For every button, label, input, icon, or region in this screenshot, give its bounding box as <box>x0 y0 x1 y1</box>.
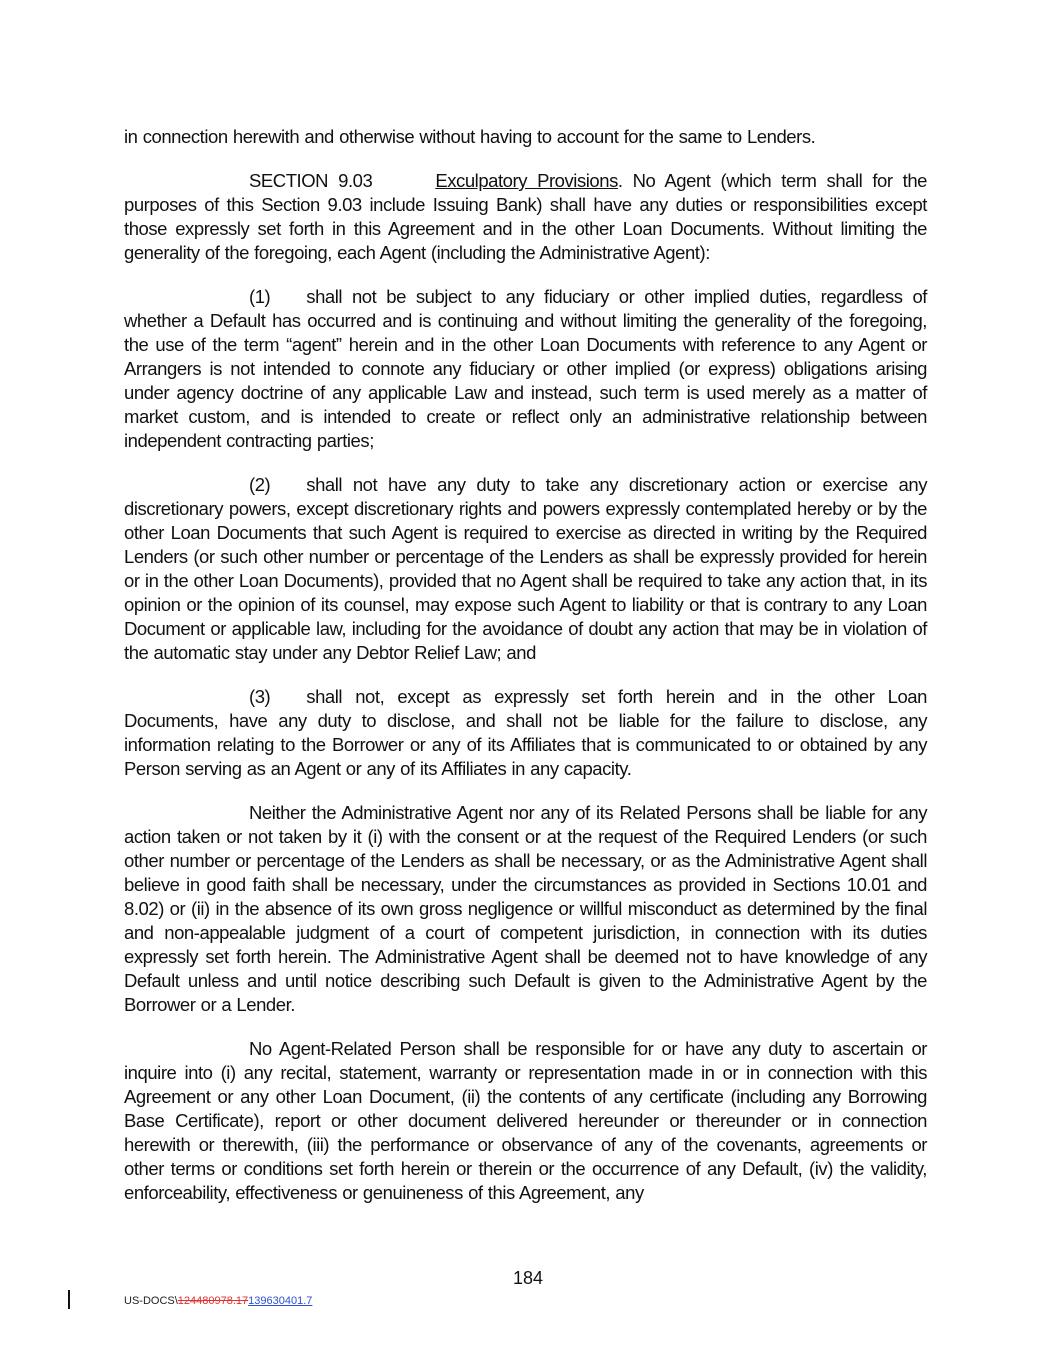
clause-3-label: (3) <box>249 686 271 707</box>
footer-prefix: US-DOCS\ <box>124 1295 178 1307</box>
clause-2 <box>124 473 927 665</box>
document-body <box>124 125 927 1225</box>
clause-3-text: shall not, except as expressly set forth herein and in the other Loan Documents, have any duty to disclose, and shall not be liable for the failure to disclose, any information relating to the Borrower or any of its Affiliates that is communicated to or obtained by any Person serving as an Agent or any of its Affiliates in any capacity. <box>124 686 927 779</box>
revision-change-bar <box>68 1290 70 1309</box>
clause-1-text: shall not be subject to any fiduciary or other implied duties, regardless of whether a Default has occurred and is continuing and without limiting the generality of the foregoing, the use of the term “agent” herein and in the other Loan Documents with reference to any Agent or Arrangers is not intended to connote any fiduciary or other implied (or express) obligations arising under agency doctrine of any applicable Law and instead, such term is used merely as a matter of market custom, and is intended to create or reflect only an administrative relationship between independent contracting parties; <box>124 286 927 451</box>
paragraph-administrative-agent <box>124 801 927 1017</box>
section-9-03-paragraph <box>124 169 927 265</box>
section-number: SECTION 9.03 <box>249 170 373 191</box>
clause-2-text-after: that no Agent shall be required to take any action that, in its opinion or the opinion of its counsel, may expose such Agent to liability or that is contrary to any Loan Document or applicable law, including for the avoidance of doubt any action that may be in violation of the automatic stay under any Debtor Relief Law; and <box>124 570 927 663</box>
paragraph-agent-related-person <box>124 1037 927 1205</box>
document-footer-id <box>124 1295 312 1307</box>
footer-inserted-ref: 139630401.7 <box>248 1295 313 1307</box>
clause-1 <box>124 285 927 453</box>
clause-1-label: (1) <box>249 286 271 307</box>
clause-2-label: (2) <box>249 474 271 495</box>
paragraph-1-text: Neither the Administrative Agent nor any of its Related Persons shall be liable for any action taken or not taken by it (i) with the consent or at the request of the Required Lenders (or such other number or percentage of the Lenders as shall be necessary, or as the Administrative Agent shall believe in good faith shall be necessary, under the circumstances as provided in Sections 10.01 and 8.02) or (ii) in the absence of its own gross negligence or willful misconduct as determined by the final and non-appealable judgment of a court of competent jurisdiction, in connection with its duties expressly set forth herein. The Administrative Agent shall be deemed not to have knowledge of any Default unless and until notice describing such Default is given to the Administrative Agent by the Borrower or a Lender. <box>124 802 927 1015</box>
footer-deleted-ref: 124480978.17 <box>177 1295 249 1307</box>
lead-line: in connection herewith and otherwise without having to account for the same to Lenders. <box>124 126 816 147</box>
paragraph-2-text: No Agent-Related Person shall be responsible for or have any duty to ascertain or inquire into (i) any recital, statement, warranty or representation made in or in connection with this Agreement or any other Loan Document, (ii) the contents of any certificate (including any Borrowing Base Certificate), report or other document delivered hereunder or thereunder or in connection herewith or therewith, (iii) the performance or observance of any of the covenants, agreements or other terms or conditions set forth herein or therein or the occurrence of any Default, (iv) the validity, enforceability, effectiveness or genuineness of this Agreement, any <box>124 1038 927 1203</box>
page-number: 184 <box>512 1268 544 1288</box>
clause-2-text-before: shall not have any duty to take any discretionary action or exercise any discretionary powers, except discretionary rights and powers expressly contemplated hereby or by the other Loan Documents that such Agent is required to exercise as directed in writing by the Required Lenders (or such other number or percentage of the Lenders as shall be expressly provided for herein or in the other Loan Documents), <box>124 474 927 591</box>
clause-3 <box>124 685 927 781</box>
section-heading: Exculpatory Provisions <box>435 170 618 191</box>
clause-2-proviso: provided <box>388 570 457 591</box>
section-text: . No Agent (which term shall for the purposes of this Section 9.03 include Issuing Bank) shall have any duties or responsibilities except those expressly set forth in this Agreement and in the other Loan Documents. Without limiting the generality of the foregoing, each Agent (including the Administrative Agent): <box>124 170 927 263</box>
